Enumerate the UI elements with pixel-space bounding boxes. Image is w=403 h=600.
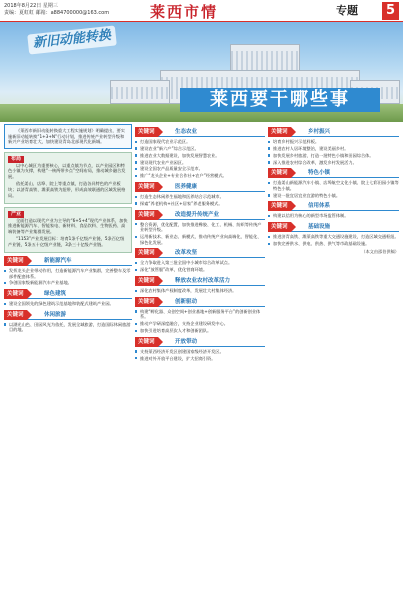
keyword-tag: 关键词 (135, 182, 158, 192)
keyword-tag: 关键词 (135, 210, 158, 220)
section-header (4, 289, 132, 299)
keyword-tag: 关键词 (268, 222, 291, 232)
list-item: 建设农业“新六产”综合示范区。 (135, 146, 265, 152)
section-list (135, 349, 265, 362)
sidebar-tag: 产业 (8, 211, 24, 218)
list-item: 推广“龙头企业+专业合作社+农户”经营模式。 (135, 173, 265, 179)
sidebar-paragraph: 全面打造以现代产业为主导的“6+5+4”现代产业体系，加快推进新能源汽车、智能家电、新材料、食品饮料、生物医药、高端装备等产业集群发展。 (8, 217, 128, 234)
section-title: 释放农业农村改革活力 (175, 277, 231, 284)
section-header (135, 337, 265, 347)
section-list (268, 213, 399, 219)
list-item: 整合资源，优化配置，加快推进橡胶、化工、机械、纺织等传统产业转型升级。 (135, 222, 265, 233)
list-item: 推进农村人居环境整治，建设美丽乡村。 (268, 146, 399, 152)
keyword-tag: 关键词 (4, 256, 27, 266)
section-list (4, 268, 132, 286)
sidebar-layout (4, 152, 132, 204)
section-header (268, 222, 399, 232)
sidebar-industry (4, 207, 132, 253)
section-title: 绿色建筑 (44, 291, 67, 298)
list-item: 深化农村集体产权制度改革，发展壮大村集体经济。 (135, 288, 265, 294)
sidebar-paragraph: 依托姜山、店埠、院上等重点镇，打造各具特色的产业板块；以济青高铁、潍莱高铁为纽带，形成高效联通的区域发展格局。 (8, 181, 126, 198)
header-meta (4, 3, 109, 17)
section-header (268, 201, 399, 211)
section-header (268, 127, 399, 137)
section-list (135, 288, 265, 294)
sidebar-tag: 布局 (8, 156, 24, 163)
section-title: 基础设施 (308, 224, 331, 231)
keyword-tag: 关键词 (4, 310, 27, 320)
sidebar-paragraph: “1153”产业发展目标：培育1条千亿级产业链，5条百亿级产业链，5条五十亿级产业链，3条三十亿级产业链。 (8, 236, 125, 247)
source-credit: （本文由邵伯供稿） (361, 248, 399, 254)
keyword-tag: 关键词 (268, 127, 291, 137)
section-list (135, 139, 265, 179)
section-header (135, 182, 265, 192)
page-header (0, 0, 403, 22)
list-item: 全力争取进入第三批全国中小城市综合改革试点。 (135, 260, 265, 266)
list-item: 构建“孵化器、众创空间+创业基地+创新服务平台”的创新创业体系。 (135, 309, 265, 320)
list-item: 打造生态休闲养生福地和医养结合示范城市。 (135, 194, 265, 200)
column-right (268, 124, 399, 254)
list-item: 培育乡村振兴示范样板。 (268, 139, 399, 145)
section-title: 信用体系 (308, 203, 331, 210)
sidebar-paragraph: 以中心城区为重要核心，以重点镇为节点，以产业园区和特色小镇为支撑，构建“一核两带多点”空间布局，推动城乡融合发展。 (8, 162, 126, 180)
section-header (135, 210, 265, 220)
list-item: 运用新技术、新业态、新模式，推动传统产业向高端化、智能化、绿色化发展。 (135, 234, 265, 245)
newspaper-brand: 莱西市情 (150, 3, 219, 21)
keyword-tag: 关键词 (135, 297, 158, 307)
section-title: 特色小镇 (308, 170, 331, 177)
section-list (268, 180, 399, 198)
list-item: 加快发展乡村旅游，打造一批特色小镇和田园综合体。 (268, 153, 399, 159)
section-title: 开放带动 (175, 338, 198, 345)
column-left (4, 124, 132, 334)
list-item: 打造姜山新能源汽车小镇、店埠航空文化小镇、院上七彩田园小镇等特色小镇。 (268, 180, 399, 191)
column-middle (135, 124, 265, 362)
section-header (268, 168, 399, 178)
section-list (135, 309, 265, 334)
section-title: 医养健康 (175, 183, 198, 190)
keyword-tag: 关键词 (135, 248, 158, 258)
section-header (135, 248, 265, 258)
section-title: 休闲旅游 (44, 311, 67, 318)
list-item: 发挥龙头企业带动作用，打造新能源汽车产业集群，完善整车及零部件配套体系。 (4, 268, 132, 279)
list-item: 建设现代农业产业园区。 (135, 160, 265, 166)
list-item: 推动产学研深度融合，支持企业建设研发中心。 (135, 321, 265, 327)
list-item: 争创国家级新能源汽车产业基地。 (4, 280, 132, 286)
keyword-tag: 关键词 (135, 276, 158, 286)
list-item: 加快引进培育高层次人才和创新团队。 (135, 328, 265, 334)
list-item: 推进农业大数据建设，加快发展智慧农业。 (135, 153, 265, 159)
section-header (135, 297, 265, 307)
keyword-tag: 关键词 (135, 127, 158, 137)
list-item: 探索“养老机构+社区+居家”养老服务模式。 (135, 201, 265, 207)
section-list (268, 234, 399, 247)
section-title: 创新驱动 (175, 298, 198, 305)
list-item: 推进对外开放平台建设，扩大招商引资。 (135, 356, 265, 362)
hero-photo (0, 22, 403, 122)
section-header (135, 276, 265, 286)
list-item: 深化“放管服”改革，优化营商环境。 (135, 267, 265, 273)
section-list (135, 222, 265, 246)
section-title: 改革攻坚 (175, 250, 198, 257)
keyword-tag: 关键词 (268, 201, 291, 211)
section-list (268, 139, 399, 165)
hero-kicker: 新旧动能转换 (27, 25, 117, 54)
section-title: 新能源汽车 (44, 257, 72, 264)
keyword-tag: 关键词 (268, 168, 291, 178)
section-title: 乡村振兴 (308, 129, 331, 135)
section-list (4, 301, 132, 307)
page-title: 莱西要干哪些事 (180, 88, 380, 112)
list-item: 建设全国领先的绿色建筑示范基地和装配式建筑产业园。 (4, 301, 132, 307)
section-title: 生态农业 (175, 129, 198, 135)
list-item: 推进济青高铁、潍莱高铁等重大交通设施建设，打造区域交通枢纽。 (268, 234, 399, 240)
list-item: 加快完善供水、供电、供热、供气等市政基础设施。 (268, 241, 399, 247)
section-title: 改造提升传统产业 (175, 211, 220, 218)
list-item: 以湖光山色、田园风光为依托，发展全域旅游，打造国际休闲旅游目的地。 (4, 322, 132, 333)
list-item: 打造国家现代农业示范区。 (135, 139, 265, 145)
list-item: 深入推进农村综合改革，激发乡村发展活力。 (268, 160, 399, 166)
section-header (135, 127, 265, 137)
editor-line: 责编：夏虹虹 邮箱：a884700000@163.com (4, 10, 110, 16)
list-item: 构建以信用为核心的新型市场监管体制。 (268, 213, 399, 219)
section-header (4, 256, 132, 266)
list-item: 建设一批宜居宜业宜游的特色小镇。 (268, 193, 399, 199)
keyword-tag: 关键词 (135, 337, 158, 347)
issue-date: 2018年8月22日 星期三 (4, 3, 58, 9)
building-left-wing (110, 80, 170, 104)
section-list (135, 194, 265, 207)
section-list (4, 322, 132, 333)
section-list (135, 260, 265, 273)
page-number: 5 (382, 2, 399, 20)
list-item: 建设全国农产品质量安全示范市。 (135, 166, 265, 172)
lead-paragraph: 《莱西市新旧动能转换重大工程实施规划》明确提出，要实施新旧动能转换“1+3+N”行动计划，推进传统产业转型升级和新兴产业培育壮大，加快建设青岛北部现代化新城。 (4, 124, 132, 149)
section-label: 专题 (336, 4, 358, 17)
list-item: 支持莱西经济开发区创建国家级经济开发区。 (135, 349, 265, 355)
keyword-tag: 关键词 (4, 289, 27, 299)
section-header (4, 310, 132, 320)
